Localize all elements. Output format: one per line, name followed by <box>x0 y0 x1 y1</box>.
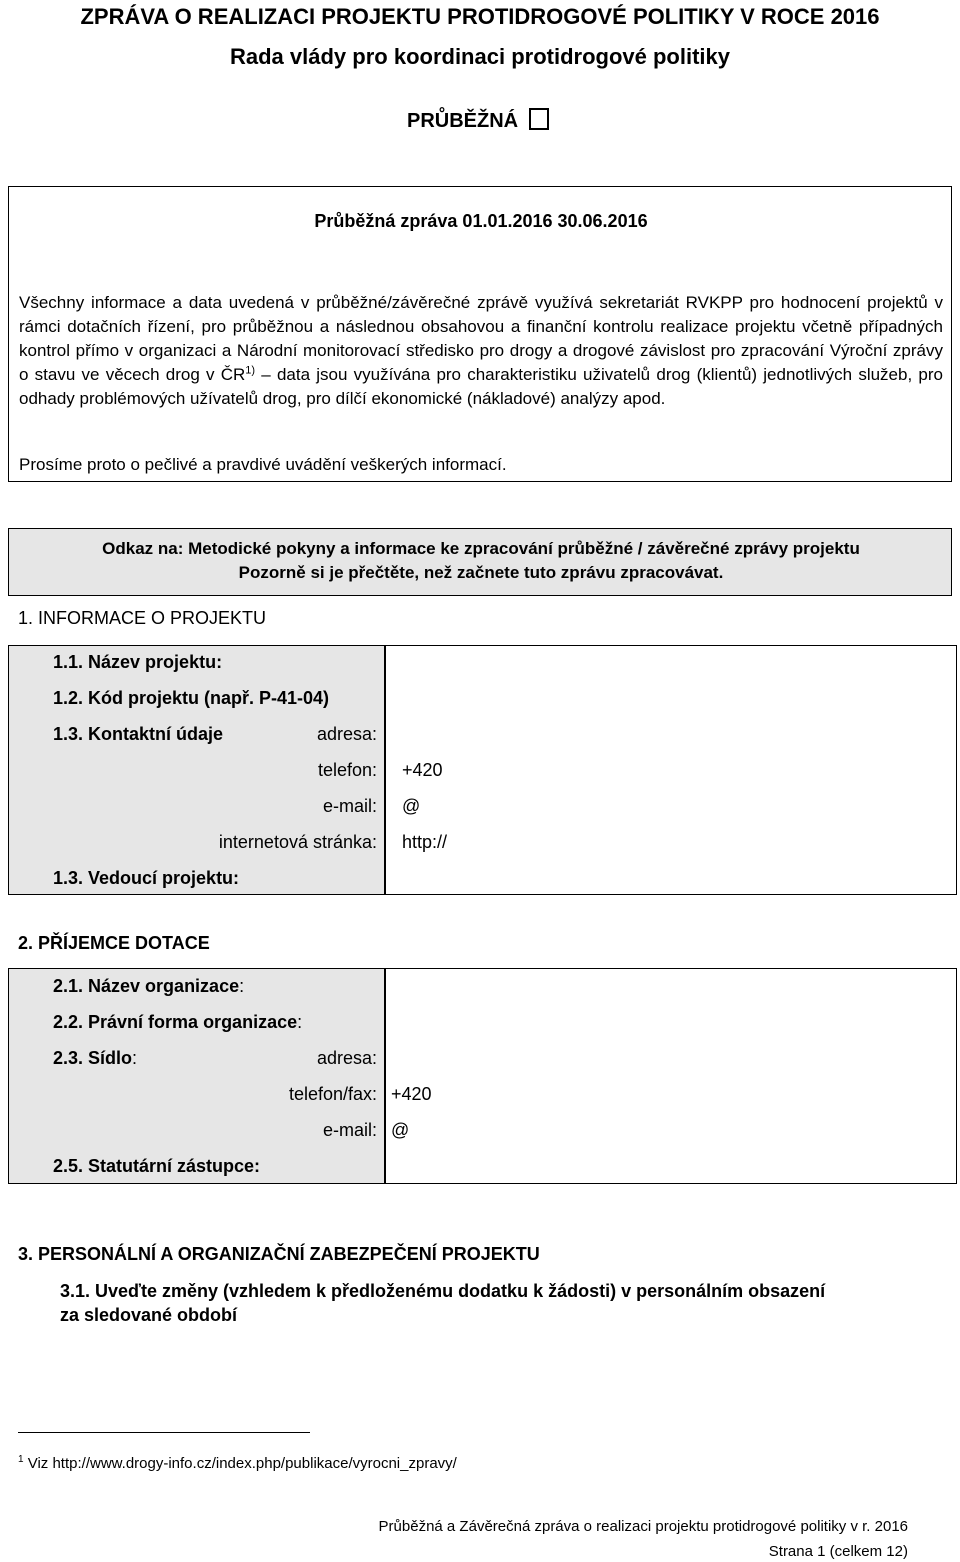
org-name-label-text: 2.1. Název organizace <box>53 976 240 996</box>
page-number: Strana 1 (celkem 12) <box>768 1543 908 1560</box>
guidelines-link-box[interactable] <box>8 528 952 596</box>
email-field[interactable]: @ <box>402 796 421 816</box>
seat-phone-label: telefon/fax: <box>288 1084 377 1104</box>
section3-sub-line2: za sledované období <box>60 1305 238 1325</box>
interim-checkbox[interactable] <box>529 108 549 130</box>
project-code-label: 1.2. Kód projektu (např. P-41-04) <box>53 688 330 708</box>
info-paragraph <box>19 291 943 411</box>
please-note: Prosíme proto o pečlivé a pravdivé uvádění veškerých informací. <box>19 455 507 474</box>
section1-heading: 1. INFORMACE O PROJEKTU <box>18 608 267 628</box>
report-info-box <box>8 186 952 482</box>
document-title: ZPRÁVA O REALIZACI PROJEKTU PROTIDROGOVÉ POLITIKY V ROCE 2016 <box>80 4 880 29</box>
footnote <box>18 1454 457 1472</box>
section3-sub-line1: 3.1. Uveďte změny (vzhledem k předloženému dodatku k žádosti) v personálním obsazení <box>60 1281 826 1301</box>
statutory-label: 2.5. Statutární zástupce: <box>53 1156 261 1176</box>
section2-value-column <box>385 968 957 1184</box>
project-name-label: 1.1. Název projektu: <box>53 652 223 672</box>
info-text: Všechny informace a data uvedená v průběžné/závěrečné zprávě využívá sekretariát RVKPP pro hodnocení projektů v rámci dotačních řízení, pro průběžnou a následnou obsahovou a finanční kontrolu realizace projektu včetně případných kontrol přímo v organizaci a Národní monitorovací středisko pro drogy a drogové závislost pro zpracování Výroční zprávy o stavu ve věcech drog v ČR <box>19 293 943 384</box>
project-leader-label: 1.3. Vedoucí projektu: <box>53 868 240 888</box>
contact-label: 1.3. Kontaktní údaje <box>53 724 224 744</box>
footnote-text[interactable]: Viz http://www.drogy-info.cz/index.php/publikace/vyrocni_zpravy/ <box>23 1455 457 1472</box>
legal-form-label <box>53 1012 302 1033</box>
report-period: Průběžná zpráva 01.01.2016 30.06.2016 <box>314 211 648 231</box>
seat-phone-field[interactable]: +420 <box>391 1084 432 1104</box>
phone-label: telefon: <box>317 760 377 780</box>
org-name-colon: : <box>239 976 245 996</box>
section3-heading: 3. PERSONÁLNÍ A ORGANIZAČNÍ ZABEZPEČENÍ PROJEKTU <box>18 1244 540 1264</box>
seat-address-label: adresa: <box>316 1048 377 1068</box>
web-field[interactable]: http:// <box>402 832 448 852</box>
seat-colon: : <box>132 1048 138 1068</box>
web-label: internetová stránka: <box>218 832 377 852</box>
seat-label <box>53 1048 137 1069</box>
phone-field[interactable]: +420 <box>402 760 443 780</box>
section2-heading: 2. PŘÍJEMCE DOTACE <box>18 933 210 953</box>
info-footnote-ref: 1) <box>245 364 256 377</box>
document-subtitle: Rada vlády pro koordinaci protidrogové politiky <box>230 44 730 69</box>
org-name-label <box>53 976 244 997</box>
interim-label: PRŮBĚŽNÁ <box>407 110 519 132</box>
footnote-divider <box>18 1432 310 1433</box>
section1-value-column <box>385 645 957 895</box>
section2-label-column <box>8 968 385 1184</box>
guidelines-link[interactable]: Odkaz na: Metodické pokyny a informace ke zpracování průběžné / závěrečné zprávy projektu <box>102 539 860 558</box>
seat-email-label: e-mail: <box>322 1120 377 1140</box>
footer-title: Průběžná a Závěrečná zpráva o realizaci projektu protidrogové politiky v r. 2016 <box>378 1518 908 1535</box>
address-label: adresa: <box>316 724 377 744</box>
seat-label-text: 2.3. Sídlo <box>53 1048 133 1068</box>
legal-form-colon: : <box>297 1012 303 1032</box>
legal-form-label-text: 2.2. Právní forma organizace <box>53 1012 298 1032</box>
seat-email-field[interactable]: @ <box>391 1120 410 1140</box>
footnote-number: 1 <box>18 1454 24 1465</box>
email-label: e-mail: <box>322 796 377 816</box>
info-text-continuation: – data jsou využívána pro charakteristiku uživatelů drog (klientů) jednotlivých služeb, pro odhady problémových užívatelů drog, pro dílčí ekonomické (nákladové) analýzy apod. <box>19 365 943 408</box>
guidelines-warning: Pozorně si je přečtěte, než začnete tuto zprávu zpracovávat. <box>238 563 724 582</box>
